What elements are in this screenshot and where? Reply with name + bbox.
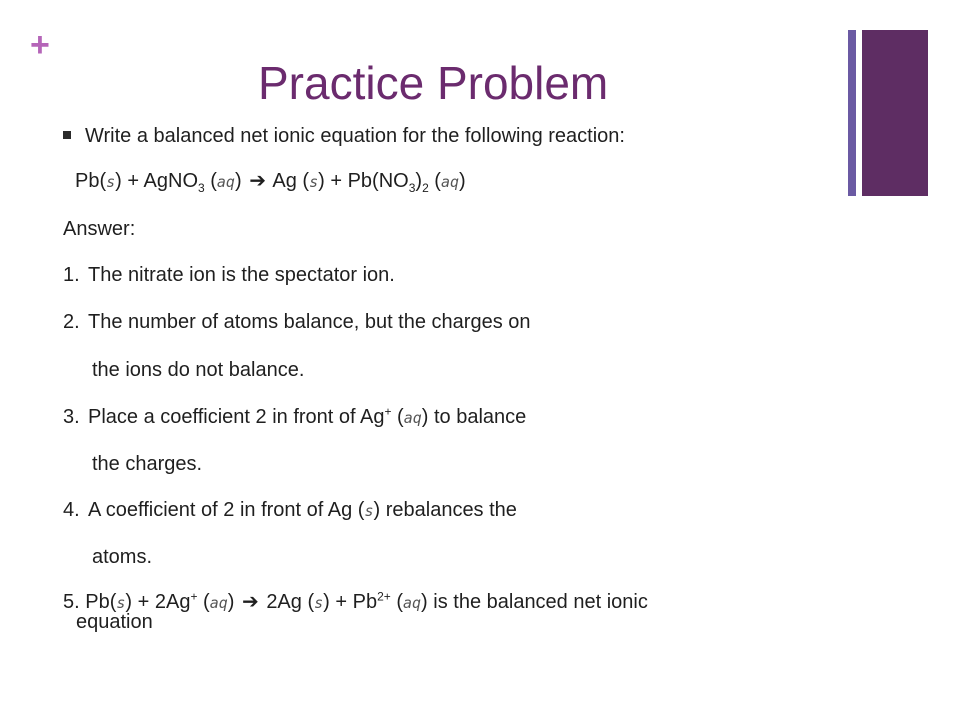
step-text: The nitrate ion is the spectator ion. [88, 264, 395, 286]
state-aq: aq [209, 594, 228, 612]
charge-sup: 2+ [377, 589, 391, 604]
eq-agno3: AgNO [143, 170, 198, 192]
eq-pbno3-sub2: 2 [422, 181, 429, 195]
step-text: Place a coefficient 2 in front of Ag [88, 406, 385, 428]
step-number: 4. [63, 499, 80, 521]
state-solid: s [314, 594, 324, 612]
step-number: 1. [63, 264, 80, 286]
step-4-cont: atoms. [92, 546, 153, 568]
eq-pb: Pb [75, 170, 100, 192]
state-solid: s [364, 502, 374, 520]
state-solid: s [116, 594, 126, 612]
eq-agno3-sub: 3 [198, 181, 205, 195]
state-aq: aq [216, 173, 235, 191]
step-text-after: to balance [434, 406, 527, 428]
reaction-equation: Pb(s) + AgNO$_3$ (aq) ➔ Ag $(s) + Pb(NO_3)_2$ (aq) [75, 170, 466, 195]
charge-sup: + [190, 589, 198, 604]
state-aq: aq [402, 594, 422, 612]
state-aq: aq [440, 173, 460, 191]
state-solid: s [309, 173, 319, 191]
bullet-line [63, 124, 625, 148]
charge-sup: + [384, 404, 392, 419]
eq-ag-ion: + 2Ag [137, 591, 191, 613]
bullet-icon [63, 131, 71, 139]
plus-icon: + [30, 26, 50, 64]
bullet-text: Write a balanced net ionic equation for the following reaction: [85, 125, 625, 147]
eq-pbno3-sub1: 3 [408, 181, 416, 195]
step-5-cont: equation [76, 611, 153, 633]
slide-title: Practice Problem [258, 57, 609, 109]
step-2-cont: the ions do not balance. [92, 359, 305, 381]
state-solid: s [106, 173, 116, 191]
decor-bar-thin [848, 30, 856, 196]
arrow-icon: ➔ [249, 170, 266, 192]
eq-ag-solid: 2Ag [266, 591, 302, 613]
step-4: 4. A coefficient of 2 in front of Ag (s) rebalances the [63, 499, 517, 521]
step-number: 5. [63, 591, 80, 613]
step-number: 3. [63, 406, 80, 428]
eq-pbno3: Pb(NO [347, 170, 409, 192]
step-text-after: is the balanced net ionic [433, 591, 648, 613]
eq-pbno3-close: ) [415, 170, 423, 192]
step-5: 5. Pb(s) + 2Ag+ (aq) ➔ 2Ag $(s) + Pb^{2+}$ (aq) is the balanced net ionic [63, 589, 648, 613]
step-text-after: rebalances the [385, 499, 517, 521]
eq-ag: Ag [272, 170, 297, 192]
state-aq: aq [403, 409, 422, 427]
step-text: A coefficient of 2 in front of Ag [88, 499, 353, 521]
step-text: The number of atoms balance, but the charges on [88, 311, 531, 333]
arrow-icon: ➔ [241, 591, 259, 613]
answer-label: Answer: [63, 218, 136, 240]
step-1 [63, 263, 395, 287]
step-number: 2. [63, 311, 80, 333]
step-2 [63, 310, 531, 334]
step-3-cont: the charges. [92, 453, 203, 475]
step-3: 3. Place a coefficient 2 in front of Ag+ (aq) to balance [63, 404, 527, 428]
eq-pb-ion: + Pb [335, 591, 378, 613]
eq-pb: Pb [85, 591, 110, 613]
decor-bar-thick [862, 30, 928, 196]
